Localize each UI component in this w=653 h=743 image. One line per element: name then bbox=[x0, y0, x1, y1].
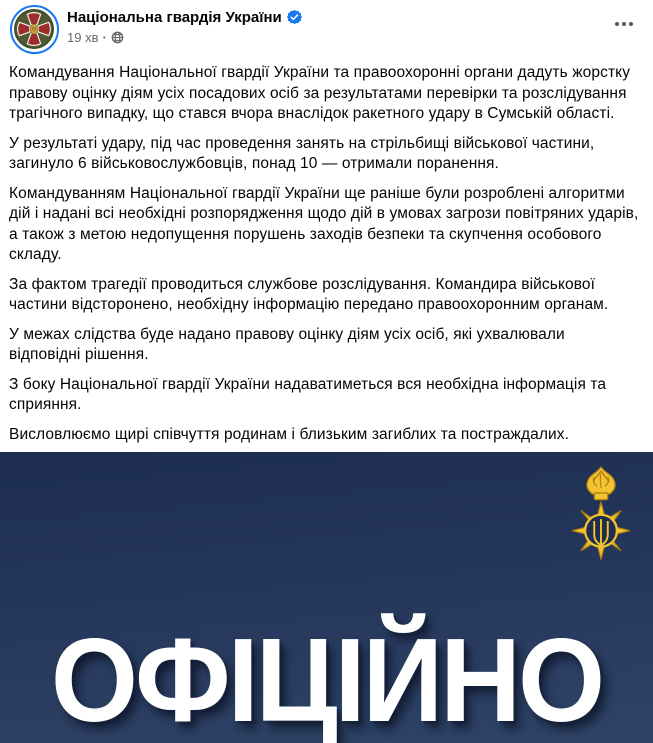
verified-badge-icon bbox=[287, 10, 302, 25]
post-text bbox=[0, 56, 653, 445]
more-options-button[interactable] bbox=[613, 16, 635, 32]
meta-separator: · bbox=[102, 30, 107, 45]
post-meta bbox=[67, 30, 302, 45]
national-guard-emblem-icon bbox=[562, 465, 640, 577]
post-header bbox=[0, 0, 653, 56]
avatar[interactable] bbox=[10, 5, 59, 54]
ellipsis-dot bbox=[615, 22, 619, 26]
post-paragraph: За фактом трагедії проводиться службове розслідування. Командира військової частини відсторонено, необхідну інформацію передано правоохоронним органам. bbox=[9, 275, 609, 313]
post-paragraph: Висловлюємо щирі співчуття родинам і близьким загиблих та постраждалих. bbox=[9, 425, 570, 443]
ellipsis-dot bbox=[629, 22, 633, 26]
post-paragraph: У результаті удару, під час проведення занять на стрільбищі військової частини, загинуло 6 військовослужбовців, понад 10 — отримали поранення. bbox=[9, 134, 595, 172]
post-paragraph: Командуванням Національної гвардії України ще раніше були розроблені алгоритми дій і надані всі необхідні розпорядження щодо дій в умовах загрози повітряних ударів, а також з метою недопущення порушень заходів безпеки та скупчення особового складу. bbox=[9, 184, 639, 263]
national-guard-avatar-icon bbox=[14, 9, 54, 49]
timestamp[interactable]: 19 хв bbox=[67, 30, 99, 45]
page-name[interactable]: Національна гвардія України bbox=[67, 9, 282, 26]
post-image[interactable] bbox=[0, 452, 653, 743]
globe-icon bbox=[111, 31, 124, 44]
ellipsis-dot bbox=[622, 22, 626, 26]
post-paragraph: З боку Національної гвардії України надаватиметься вся необхідна інформація та сприяння. bbox=[9, 375, 607, 413]
official-caption: ОФІЦІЙНО bbox=[50, 613, 603, 743]
post-paragraph: У межах слідства буде надано правову оцінку діям усіх осіб, які ухвалювали відповідні рішення. bbox=[9, 325, 565, 363]
post-paragraph: Командування Національної гвардії України та правоохоронні органи дадуть жорстку правову оцінку діям усіх посадових осіб за результатами перевірки та розслідування трагічного випадку, що стався вчора внаслідок ракетного удару в Сумській області. bbox=[9, 64, 631, 122]
header-text bbox=[67, 5, 302, 45]
